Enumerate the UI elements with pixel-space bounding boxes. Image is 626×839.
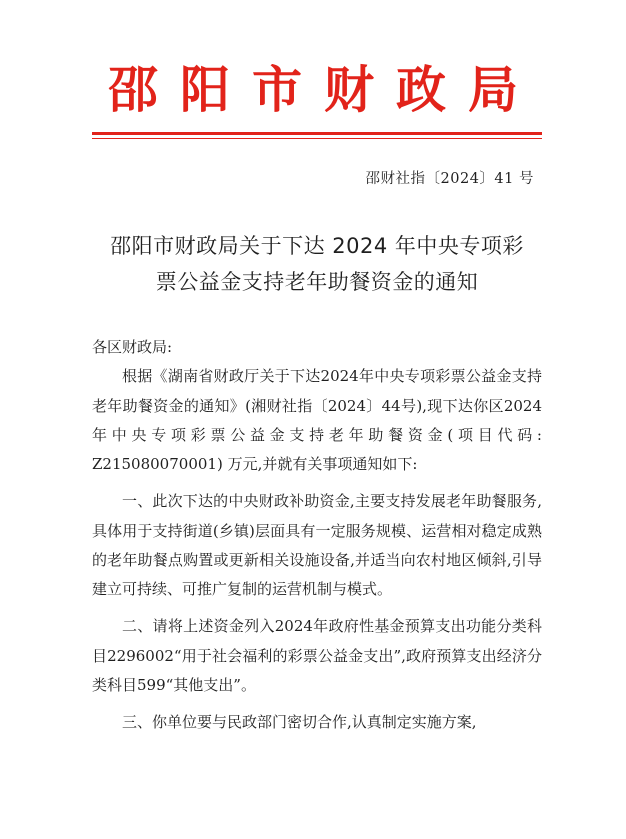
document-number: 邵财社指〔2024〕41 号: [365, 171, 534, 187]
letterhead-org-name: 邵阳市财政局: [108, 60, 540, 119]
document-title-line-2: 票公益金支持老年助餐资金的通知: [155, 270, 479, 294]
paragraph-intro: 根据《湖南省财政厅关于下达2024年中央专项彩票公益金支持老年助餐资金的通知》(湘财社指〔2024〕44号),现下达你区2024年中央专项彩票公益金支持老年助餐资金(项目代码: Z215080070001) 万元,并就有关事项通知如下:: [92, 367, 542, 473]
paragraph-item-2: 二、请将上述资金列入2024年政府性基金预算支出功能分类科目2296002“用于社会福利的彩票公益金支出”,政府预算支出经济分类科目599“其他支出”。: [92, 617, 542, 694]
document-body: [92, 333, 542, 746]
document-title: [92, 228, 542, 300]
paragraph-item-1: 一、此次下达的中央财政补助资金,主要支持发展老年助餐服务,具体用于支持街道(乡镇)层面具有一定服务规模、运营相对稳定成熟的老年助餐点购置或更新相关设施设备,并适当向农村地区倾斜,引导建立可持续、可推广复制的运营机制与模式。: [92, 492, 542, 598]
paragraph-item-3: 三、你单位要与民政部门密切合作,认真制定实施方案,: [122, 713, 477, 732]
letterhead-rule-thick: [92, 132, 542, 135]
document-title-line-1: 邵阳市财政局关于下达 2024 年中央专项彩: [110, 234, 524, 258]
salutation: 各区财政局:: [92, 338, 173, 356]
letterhead-rule-thin: [92, 138, 542, 139]
